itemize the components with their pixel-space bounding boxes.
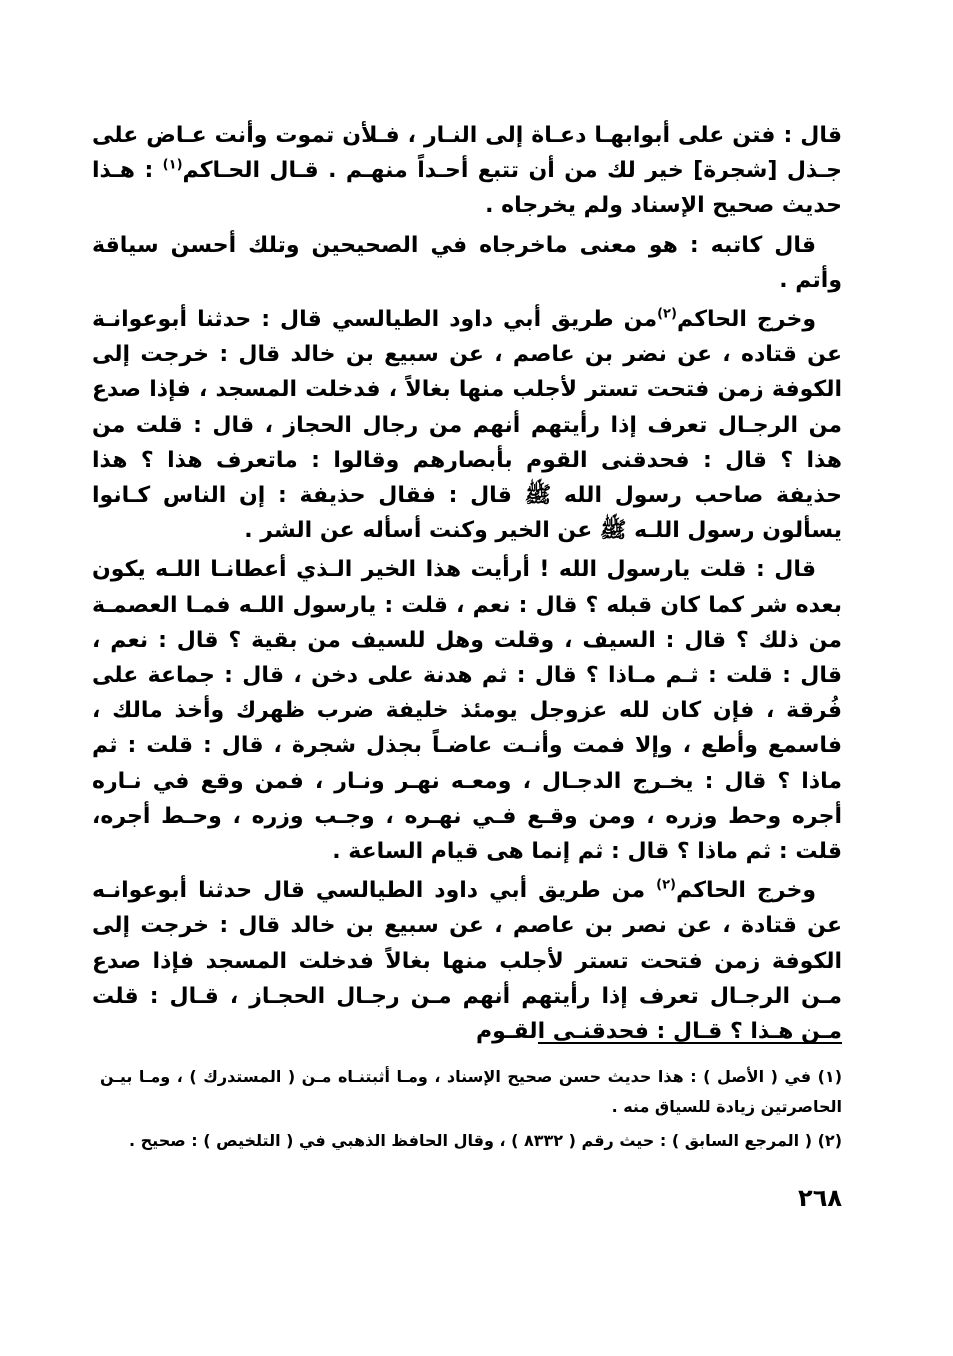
paragraph-3-end: من طريق أبي داود الطيالسي قال : حدثنا أبوعوانـة عن قتاده ، عن نضر بن عاصم ، عن سبيع بن خالد قال : خرجت إلى الكوفة زمن فتحت تستر لأجلب منها بغالاً ، فدخلت المسجد ، فإذا صدع من الرجـال تعرف إذا رأيتهم أنهم من رجال الحجاز ، قال : قلت من هذا ؟ قال : فحدقنى القوم بأبصارهم وقالوا : ماتعرف هذا ؟ هذا حذيفة صاحب رسول الله ﷺ قال : فقال حذيفة : إن الناس كـانوا يسألون رسول اللـه ﷺ عن الخير وكنت أسأله عن الشر . [92, 307, 842, 544]
footnote-ref-3: (٢) [656, 877, 676, 893]
paragraph-1-end: : هـذا حديث صحيح الإسناد ولم يخرجاه . [92, 158, 842, 219]
footnote-2: (٢) ( المرجع السابق ) : حيث رقم ( ٨٣٣٢ ) ، وقال الحافظ الذهبي في ( التلخيص ) : صحيح . [129, 1131, 842, 1150]
footnote-ref-2: (٢) [657, 306, 677, 322]
main-text [92, 118, 842, 1053]
paragraph-1-text: قال : فتن على أبوابهـا دعـاة إلى النـار ، فـلأن تموت وأنت عـاض على جـذل [شجرة] خير لك من أن تتبع أحـداً منهـم . قـال الحـاكم [92, 123, 842, 184]
paragraph-5-end: من طريق أبي داود الطيالسي قال حدثنا أبوعوانـه عن قتادة ، عن نصر بن عاصم ، عن سبيع بن خالد قال : خرجت إلى الكوفة زمن فتحت تستر لأجلب منها بغالاً فدخلت المسجد فإذا صدع مـن الرجـال تعرف إذا رأيتهم أنهم مـن رجـال الحجـاز ، قـال : قلت مـن هـذا ؟ قـال : فحدقنـي القـوم [92, 878, 842, 1045]
footnote-separator [538, 1042, 842, 1044]
paragraph-5 [92, 873, 842, 1049]
paragraph-1 [92, 118, 842, 224]
paragraph-3 [92, 302, 842, 548]
footnote-1: (١) في ( الأصل ) : هذا حديث حسن صحيح الإسناد ، ومـا أثبتنـاه مـن ( المستدرك ) ، ومـا بيـن الحاصرتين زيادة للسياق منه . [100, 1067, 842, 1116]
footnotes [100, 1062, 842, 1160]
paragraph-3-start: وخرج الحاكم [676, 307, 817, 333]
page-number: ٢٦٨ [798, 1184, 842, 1212]
paragraph-2: قال كاتبه : هو معنى ماخرجاه في الصحيحين وتلك أحسن سياقة وأتم . [92, 232, 842, 293]
footnote-ref-1: (١) [162, 157, 183, 173]
paragraph-5-start: وخرج الحاكم [675, 878, 816, 904]
paragraph-4: قال : قلت يارسول الله ! أرأيت هذا الخير الـذي أعطانـا اللـه يكون بعده شر كما كان قبله ؟ قال : نعم ، قلت : يارسول اللـه فمـا العصمـة من ذلك ؟ قال : السيف ، وقلت وهل للسيف من بقية ؟ قال : نعم ، قال : قلت : ثـم مـاذا ؟ قال : ثم هدنة على دخن ، قال : جماعة على فُرقة ، فإن كان لله عزوجل يومئذ خليفة ضرب ظهرك وأخذ مالك ، فاسمع وأطع ، وإلا فمت وأنـت عاضـاً بجذل شجرة ، قال : قلت : ثم ماذا ؟ قال : يخـرج الدجـال ، ومعـه نهـر ونـار ، فمن وقع في نـاره أجره وحط وزره ، ومن وقـع فـي نهـره ، وجـب وزره ، وحـط أجره، قلت : ثم ماذا ؟ قال : ثم إنما هى قيام الساعة . [92, 557, 842, 865]
